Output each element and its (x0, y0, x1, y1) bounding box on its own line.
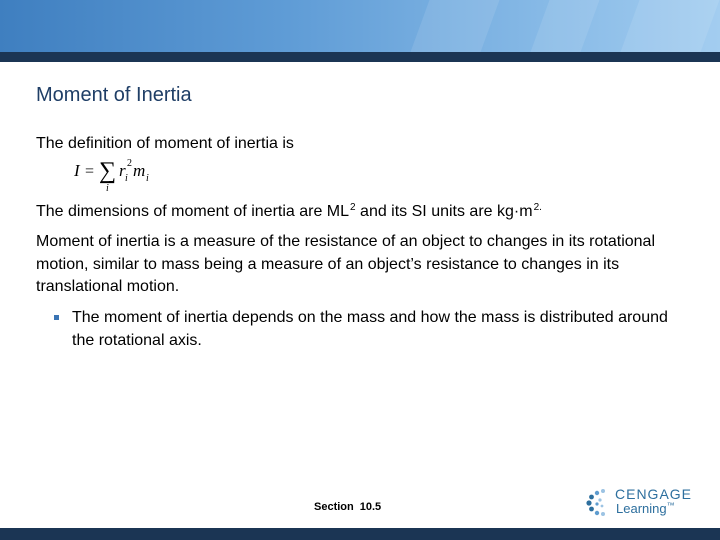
formula-m: m (133, 161, 146, 180)
formula-sum: ∑ (99, 158, 117, 184)
top-banner (0, 0, 720, 52)
logo-line-1: CENGAGE (615, 486, 693, 502)
dimensions-text (36, 197, 542, 224)
dimensions-middle: and its SI units are kg (355, 203, 514, 220)
moment-of-inertia-formula (72, 154, 162, 194)
unit-dot: · (513, 203, 520, 220)
logo-trademark: ™ (666, 501, 675, 510)
logo-line-2 (616, 501, 675, 516)
section-label: Section (314, 501, 354, 513)
bullet-square-icon (54, 315, 59, 320)
dimensions-prefix: The dimensions of moment of inertia are ML (36, 203, 350, 220)
logo-learning: Learning (616, 501, 667, 516)
slide-title: Moment of Inertia (36, 84, 192, 106)
bullet-item (54, 307, 694, 352)
unit-meter: m (519, 203, 533, 220)
definition-text: The definition of moment of inertia is (36, 135, 294, 152)
formula-r-sup: 2 (127, 158, 132, 169)
unit-exponent: 2. (533, 202, 542, 213)
bullet-text: The moment of inertia depends on the mass and how the mass is distributed around the rotational axis. (72, 309, 668, 349)
formula-lhs: I (74, 161, 80, 180)
formula-r-sub: i (125, 173, 128, 184)
formula-r: r (119, 161, 126, 180)
section-footer (314, 501, 381, 513)
bottom-bar (0, 528, 720, 540)
formula-equals: = (85, 163, 95, 180)
cengage-dots-icon (586, 487, 610, 517)
dimension-exponent: 2 (350, 202, 356, 213)
section-number: 10.5 (359, 501, 382, 513)
cengage-logo (586, 485, 693, 519)
top-bar (0, 52, 720, 62)
description-paragraph: Moment of inertia is a measure of the resistance of an object to changes in its rotational motion, similar to mass being a measure of an object’s resistance to changes in its translational motion. (36, 233, 655, 295)
formula-sum-index: i (106, 183, 109, 194)
formula-m-sub: i (146, 173, 149, 184)
